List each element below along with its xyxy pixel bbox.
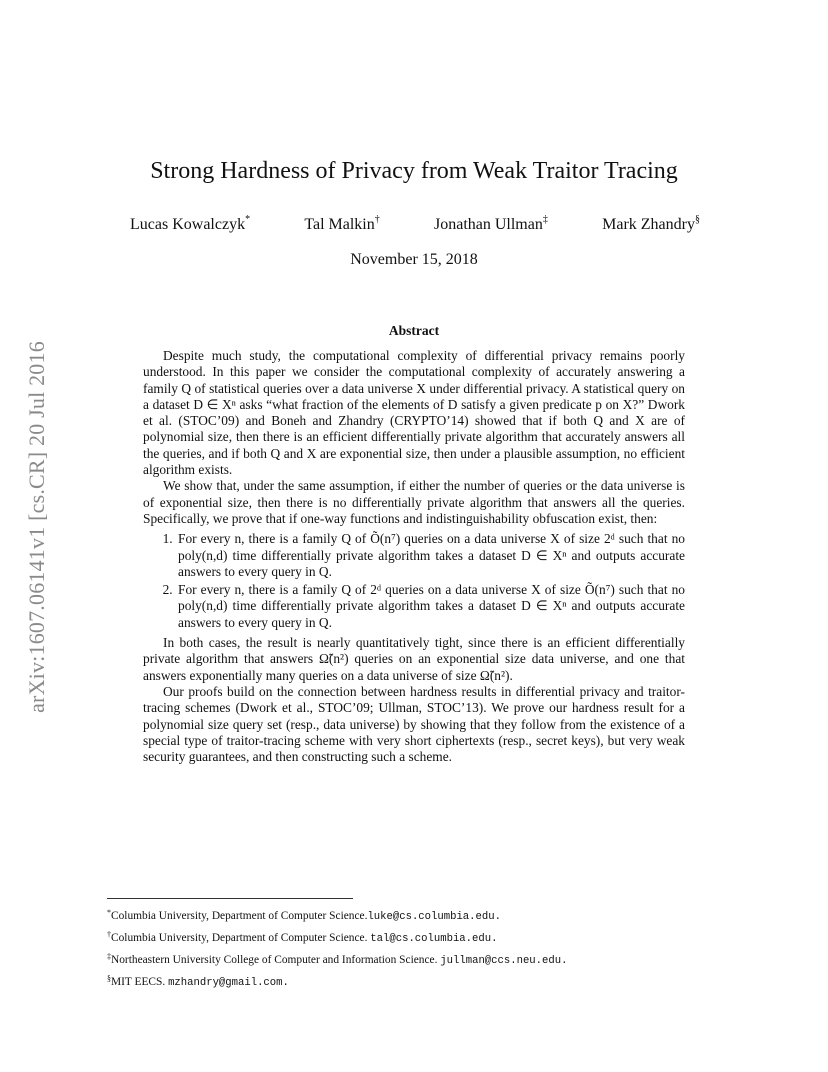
footnote-text: Northeastern University College of Computer and Information Science. [111, 954, 441, 966]
author-mark: ‡ [542, 214, 548, 225]
author-name: Jonathan Ullman [433, 216, 543, 233]
abstract-paragraph: Despite much study, the computational complexity of differential privacy remains poorly understood. In this paper we consider the computational complexity of accurately answering a family Q of statistical queries over a data universe X under differential privacy. A statistical query on a dataset D ∈ Xⁿ asks “what fraction of the elements of D satisfy a given predicate p on X?” Dwork et al. (STOC’09) and Boneh and Zhandry (CRYPTO’14) showed that if both Q and X are of polynomial size, then there is an efficient differentially private algorithm that accurately answers all the queries, and if both Q and X are exponential size, then under a plausible assumption, no efficient algorithm exists. [143, 348, 685, 478]
paper-date: November 15, 2018 [350, 251, 478, 268]
arxiv-side-stamp [24, 295, 50, 760]
author [130, 214, 250, 234]
author [304, 214, 379, 234]
abstract-paragraph: Our proofs build on the connection between hardness results in differential privacy and traitor-tracing schemes (Dwork et al., STOC’09; Ullman, STOC’13). We prove our hardness result for a polynomial size query set (resp., data universe) by showing that they follow from the existence of a special type of traitor-tracing scheme with very short ciphertexts (resp., secret keys), but very weak security guarantees, and then constructing such a scheme. [143, 683, 685, 765]
footnote-rule [107, 898, 353, 899]
footnote-mark: † [107, 930, 111, 939]
author-list [130, 214, 700, 234]
author-mark: † [374, 214, 380, 225]
author-name: Mark Zhandry [602, 216, 695, 233]
footnote [107, 926, 727, 948]
footnote-email-link[interactable]: jullman@ccs.neu.edu. [440, 955, 568, 967]
author-name: Tal Malkin [304, 216, 375, 233]
author [602, 214, 700, 234]
footnote-text: Columbia University, Department of Computer Science. [111, 932, 371, 944]
footnote [107, 970, 727, 992]
abstract-heading: Abstract [388, 323, 440, 338]
author-name: Lucas Kowalczyk [130, 216, 246, 233]
footnote-mark: * [107, 908, 111, 917]
result-item: 2. For every n, there is a family Q of 2ᵈ queries on a data universe X of size Õ(n⁷) such that no poly(n,d) time differentially private algorithm takes a dataset D ∈ Xⁿ and outputs accurate answers to every query in Q. [176, 582, 685, 631]
result-item: 1. For every n, there is a family Q of Õ(n⁷) queries on a data universe X of size 2ᵈ such that no poly(n,d) time differentially private algorithm takes a dataset D ∈ Xⁿ and outputs accurate answers to every query in Q. [176, 531, 685, 580]
footnote-text: MIT EECS. [111, 976, 169, 988]
author-mark: * [245, 214, 251, 225]
abstract-paragraph: We show that, under the same assumption, if either the number of queries or the data universe is of exponential size, then there is no differentially private algorithm that answers all the queries. Specifically, we prove that if one-way functions and indistinguishability obfuscation exist, then: [143, 478, 685, 526]
footnote [107, 904, 727, 926]
abstract-body [143, 348, 685, 765]
footnote-mark: § [107, 974, 111, 983]
footnote-email-link[interactable]: mzhandry@gmail.com. [168, 977, 289, 989]
abstract-paragraph: In both cases, the result is nearly quantitatively tight, since there is an efficient differentially private algorithm that answers Ω̃(n²) queries on an exponential size data universe, and one that answers exponentially many queries on a data universe of size Ω̃(n²). [143, 635, 685, 683]
result-list [143, 531, 685, 631]
author [434, 214, 548, 234]
footnote-email-link[interactable]: luke@cs.columbia.edu. [367, 911, 501, 923]
footnote-text: Columbia University, Department of Computer Science. [111, 910, 368, 922]
paper-title: Strong Hardness of Privacy from Weak Traitor Tracing [150, 158, 678, 184]
footnote [107, 948, 727, 970]
arxiv-identifier: arXiv:1607.06141v1 [cs.CR] 20 Jul 2016 [24, 341, 49, 713]
footnote-email-link[interactable]: tal@cs.columbia.edu. [370, 933, 498, 945]
author-mark: § [694, 214, 700, 225]
footnotes [107, 904, 727, 992]
footnote-mark: ‡ [107, 952, 111, 961]
